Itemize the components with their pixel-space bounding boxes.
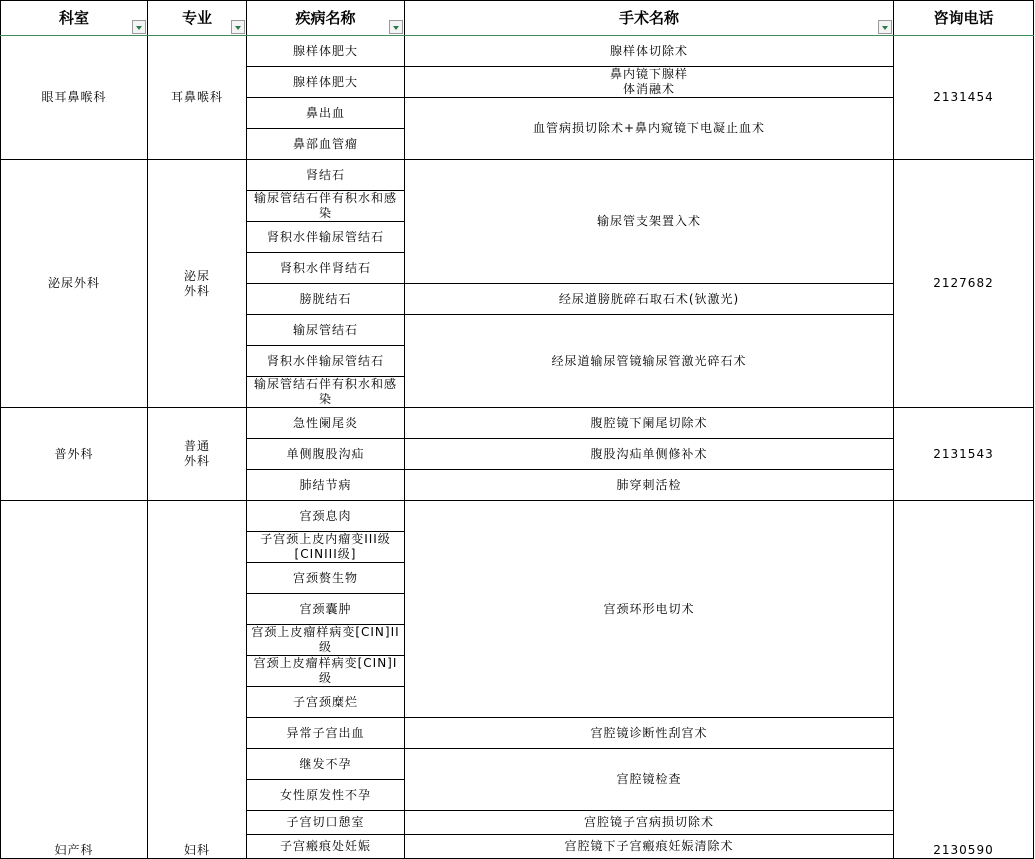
header-surgery-label: 手术名称 [618,8,679,27]
cell-surgery[interactable]: 腹股沟疝单侧修补术 [405,439,894,470]
cell-disease[interactable]: 子宫切口憩室 [247,811,405,835]
cell-disease[interactable]: 膀胱结石 [247,284,405,315]
header-disease-label: 疾病名称 [295,8,356,27]
cell-disease[interactable]: 宫颈囊肿 [247,594,405,625]
table-row [1,501,1034,532]
cell-surgery[interactable]: 鼻内镜下腺样 体消融术 [405,67,894,98]
cell-dept[interactable]: 泌尿外科 [1,160,148,408]
table-row [1,36,1034,67]
cell-phone[interactable]: 2130590 [894,501,1034,859]
cell-specialty[interactable]: 耳鼻喉科 [148,36,247,160]
cell-disease[interactable]: 急性阑尾炎 [247,408,405,439]
header-row [1,1,1034,36]
cell-disease[interactable]: 宫颈赘生物 [247,563,405,594]
cell-disease[interactable]: 腺样体肥大 [247,36,405,67]
table-row [1,160,1034,191]
header-dept [1,1,148,36]
header-specialty [148,1,247,36]
cell-surgery[interactable]: 经尿道膀胱碎石取石术(钬激光) [405,284,894,315]
cell-disease[interactable]: 宫颈上皮瘤样病变[CIN]I级 [247,656,405,687]
cell-disease[interactable]: 宫颈上皮瘤样病变[CIN]II级 [247,625,405,656]
cell-surgery[interactable]: 宫颈环形电切术 [405,501,894,718]
header-dept-label: 科室 [58,8,89,27]
cell-disease[interactable]: 输尿管结石伴有积水和感染 [247,377,405,408]
header-specialty-label: 专业 [181,8,212,27]
cell-disease[interactable]: 异常子宫出血 [247,718,405,749]
cell-disease[interactable]: 输尿管结石伴有积水和感染 [247,191,405,222]
cell-surgery[interactable]: 血管病损切除术+鼻内窥镜下电凝止血术 [405,98,894,160]
cell-dept[interactable]: 妇产科 [1,501,148,859]
cell-disease[interactable]: 鼻部血管瘤 [247,129,405,160]
cell-surgery[interactable]: 腹腔镜下阑尾切除术 [405,408,894,439]
cell-disease[interactable]: 肾积水伴输尿管结石 [247,346,405,377]
cell-surgery[interactable]: 肺穿刺活检 [405,470,894,501]
cell-phone[interactable]: 2131454 [894,36,1034,160]
cell-phone[interactable]: 2127682 [894,160,1034,408]
cell-disease[interactable]: 肾积水伴肾结石 [247,253,405,284]
cell-surgery[interactable]: 宫腔镜子宫病损切除术 [405,811,894,835]
cell-surgery[interactable]: 宫腔镜检查 [405,749,894,811]
cell-surgery[interactable]: 经尿道输尿管镜输尿管激光碎石术 [405,315,894,408]
header-surgery [405,1,894,36]
cell-disease[interactable]: 腺样体肥大 [247,67,405,98]
cell-dept[interactable]: 普外科 [1,408,148,501]
cell-disease[interactable]: 继发不孕 [247,749,405,780]
cell-surgery[interactable]: 宫腔镜诊断性刮宫术 [405,718,894,749]
cell-disease[interactable]: 单侧腹股沟疝 [247,439,405,470]
filter-dropdown-icon[interactable] [231,20,245,34]
header-disease [247,1,405,36]
cell-disease[interactable]: 子宫颈上皮内瘤变III级[CINIII级] [247,532,405,563]
cell-disease[interactable]: 肾结石 [247,160,405,191]
cell-disease[interactable]: 肾积水伴输尿管结石 [247,222,405,253]
filter-dropdown-icon[interactable] [878,20,892,34]
cell-specialty[interactable]: 妇科 [148,501,247,859]
cell-specialty[interactable]: 泌尿 外科 [148,160,247,408]
cell-disease[interactable]: 宫颈息肉 [247,501,405,532]
cell-phone[interactable]: 2131543 [894,408,1034,501]
cell-disease[interactable]: 肺结节病 [247,470,405,501]
cell-surgery[interactable]: 输尿管支架置入术 [405,160,894,284]
cell-disease[interactable]: 子宫颈糜烂 [247,687,405,718]
table-row [1,408,1034,439]
cell-surgery[interactable]: 腺样体切除术 [405,36,894,67]
cell-dept[interactable]: 眼耳鼻喉科 [1,36,148,160]
cell-disease[interactable]: 女性原发性不孕 [247,780,405,811]
cell-disease[interactable]: 鼻出血 [247,98,405,129]
filter-dropdown-icon[interactable] [389,20,403,34]
cell-specialty[interactable]: 普通 外科 [148,408,247,501]
cell-disease[interactable]: 子宫瘢痕处妊娠 [247,835,405,859]
filter-dropdown-icon[interactable] [132,20,146,34]
header-phone-label: 咨询电话 [933,8,994,27]
cell-disease[interactable]: 输尿管结石 [247,315,405,346]
cell-surgery[interactable]: 宫腔镜下子宫瘢痕妊娠清除术 [405,835,894,859]
header-phone [894,1,1034,36]
